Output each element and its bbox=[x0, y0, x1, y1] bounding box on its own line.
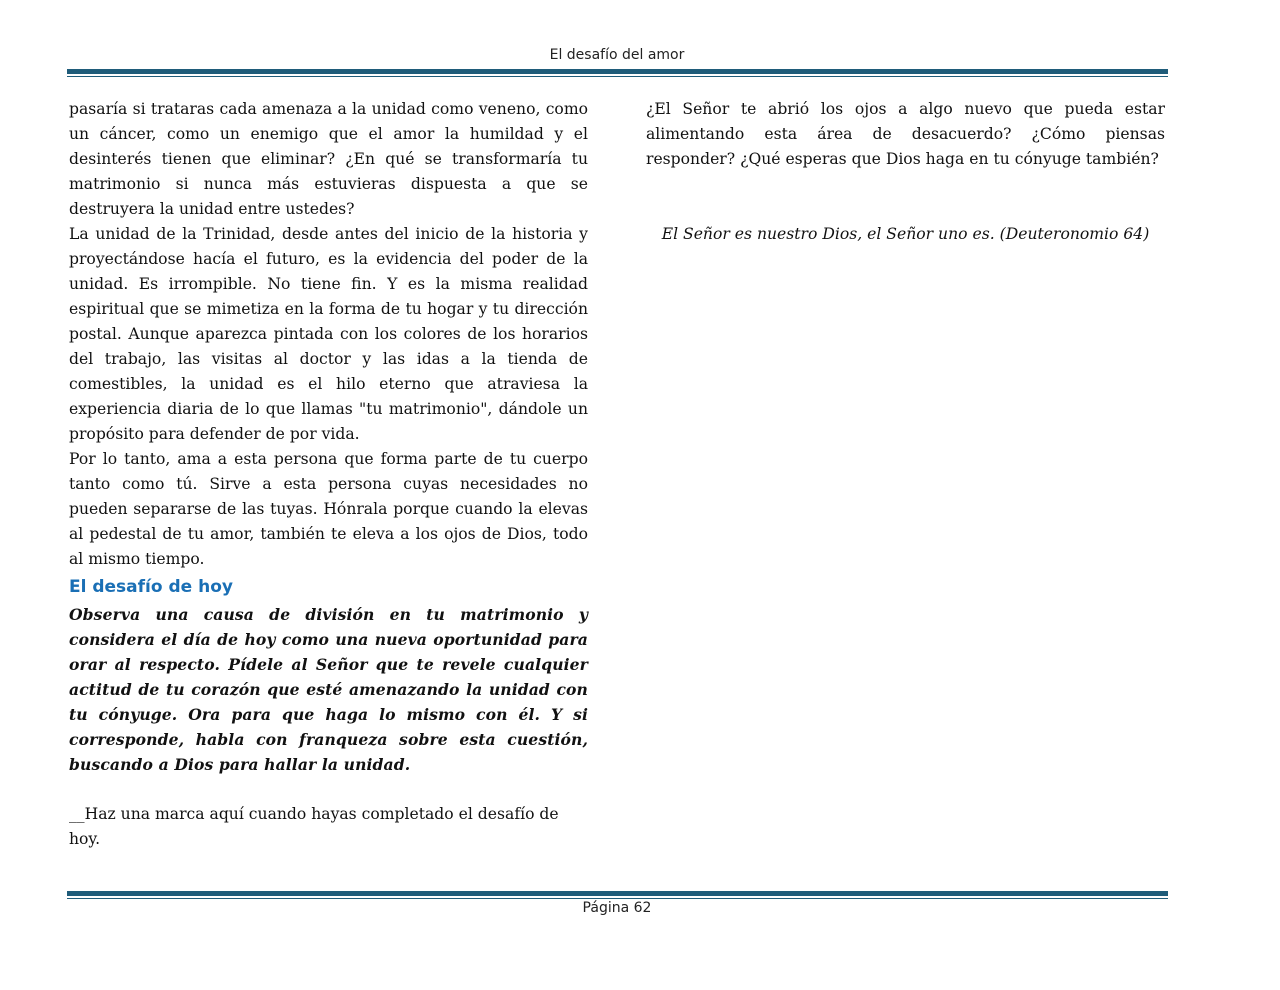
header-rule bbox=[67, 69, 1168, 77]
scripture-quote: El Señor es nuestro Dios, el Señor uno es. (Deuteronomio 64) bbox=[661, 225, 1150, 243]
body-paragraph: Por lo tanto, ama a esta persona que forma parte de tu cuerpo tanto como tú. Sirve a esta persona cuyas necesidades no pueden separarse de las tuyas. Hónrala porque cuando la elevas al pedestal de tu amor, también te eleva a los ojos de Dios, todo al mismo tiempo. bbox=[69, 450, 588, 568]
right-column bbox=[646, 97, 1165, 247]
page-number: Página 62 bbox=[582, 900, 652, 916]
body-paragraph: La unidad de la Trinidad, desde antes del inicio de la historia y proyectándose hacía el futuro, es la evidencia del poder de la unidad. Es irrompible. No tiene fin. Y es la misma realidad espiritual que se mimetiza en la forma de tu hogar y tu dirección postal. Aunque aparezca pintada con los colores de los horarios del trabajo, las visitas al doctor y las idas a la tienda de comestibles, la unidad es el hilo eterno que atraviesa la experiencia diaria de lo que llamas "tu matrimonio", dándole un propósito para defender de por vida. bbox=[69, 225, 588, 443]
running-header: El desafío del amor bbox=[549, 47, 685, 63]
checkmark-line: __Haz una marca aquí cuando hayas completado el desafío de hoy. bbox=[69, 805, 559, 848]
challenge-text: Observa una causa de división en tu matrimonio y considera el día de hoy como una nueva oportunidad para orar al respecto. Pídele al Señor que te revele cualquier actitud de tu corazón que esté amenazando la unidad con tu cónyuge. Ora para que haga lo mismo con él. Y si corresponde, habla con franqueza sobre esta cuestión, buscando a Dios para hallar la unidad. bbox=[69, 605, 588, 774]
body-paragraph: ¿El Señor te abrió los ojos a algo nuevo que pueda estar alimentando esta área de desacuerdo? ¿Cómo piensas responder? ¿Qué esperas que Dios haga en tu cónyuge también? bbox=[646, 100, 1165, 168]
body-paragraph: pasaría si trataras cada amenaza a la unidad como veneno, como un cáncer, como un enemigo que el amor la humildad y el desinterés tienen que eliminar? ¿En qué se transformaría tu matrimonio si nunca más estuvieras dispuesta a que se destruyera la unidad entre ustedes? bbox=[69, 100, 588, 218]
left-column bbox=[69, 97, 588, 852]
section-heading: El desafío de hoy bbox=[69, 577, 233, 597]
